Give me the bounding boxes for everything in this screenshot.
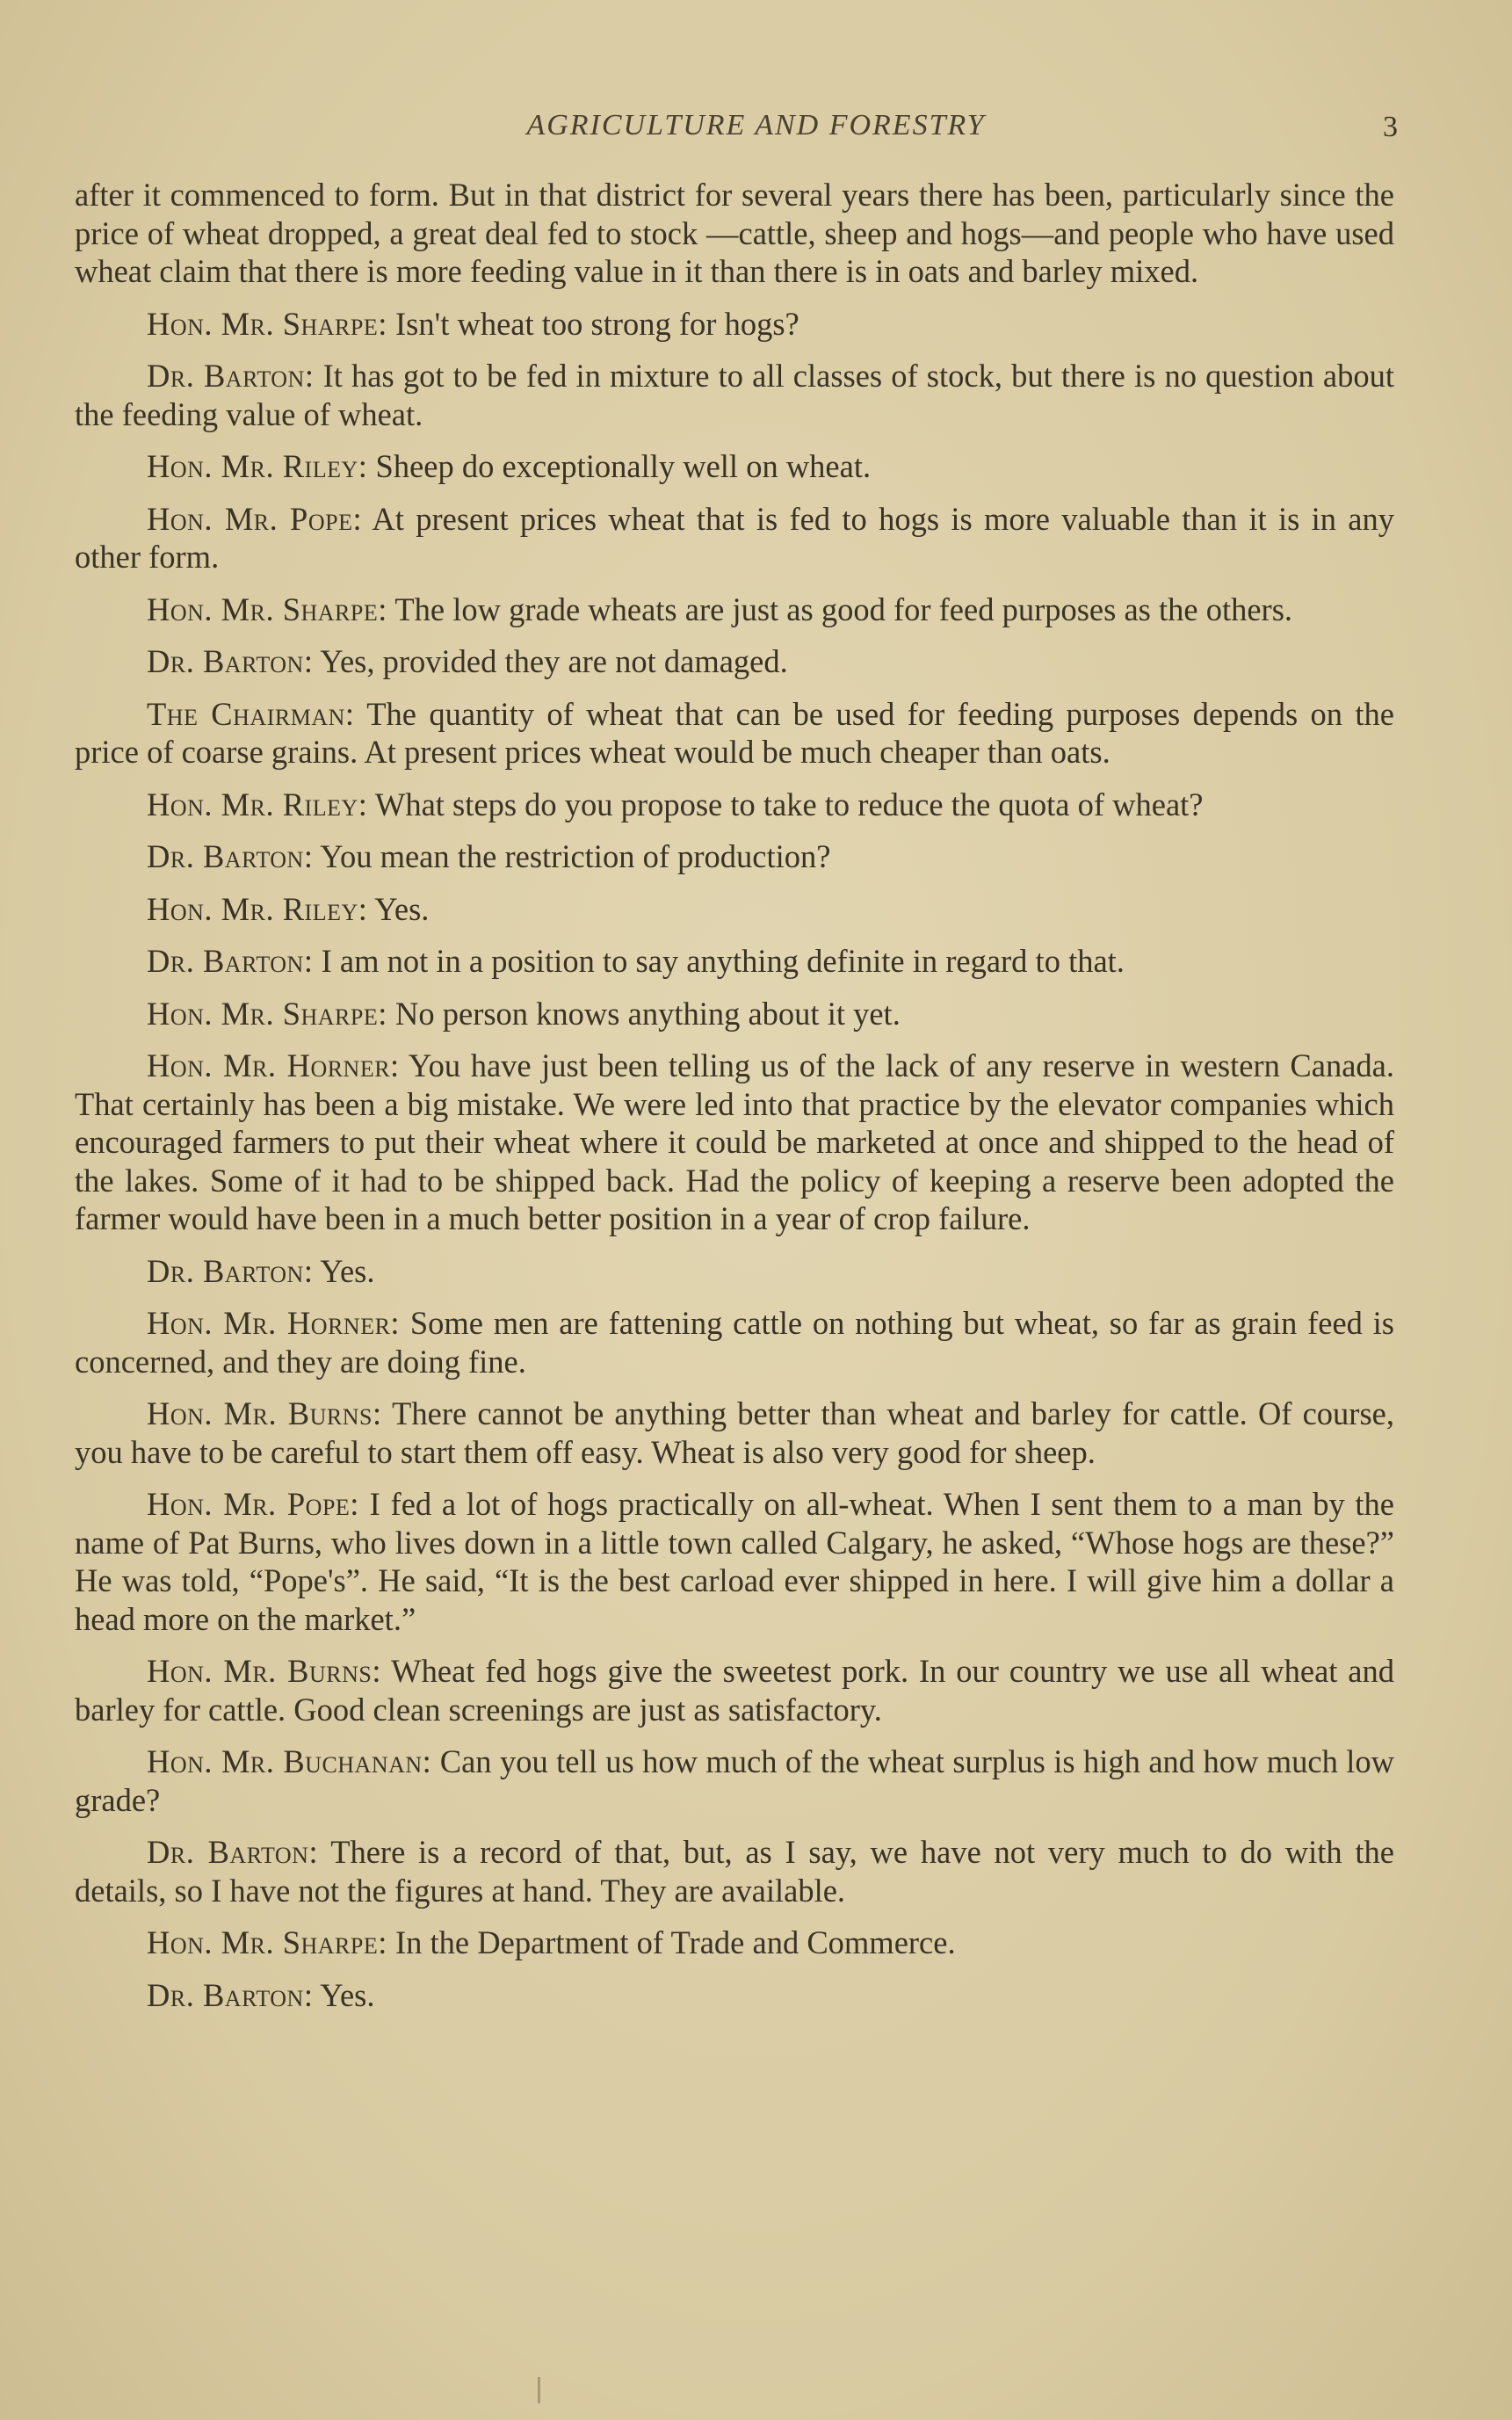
speaker-name: Hon. Mr. Pope: — [147, 1486, 359, 1522]
paragraph-text: No person knows anything about it yet. — [395, 995, 901, 1032]
paragraph — [75, 305, 1394, 344]
transcript-body — [75, 176, 1394, 2028]
speaker-name: Hon. Mr. Pope: — [147, 500, 363, 537]
speaker-name: Hon. Mr. Sharpe: — [147, 995, 387, 1032]
paragraph-text: There cannot be anything better than wheat and barley for cattle. Of course, you have to be careful to start them off easy. Wheat is also very good for sheep. — [75, 1395, 1394, 1470]
speaker-name: Hon. Mr. Riley: — [147, 786, 368, 822]
paragraph-text: Yes, provided they are not damaged. — [320, 643, 788, 679]
paragraph-text: There is a record of that, but, as I say, we have not very much to do with the details, so I have not the figures at hand. They are available. — [75, 1834, 1394, 1909]
paragraph-text: The quantity of wheat that can be used for feeding purposes depends on the price of coarse grains. At present prices wheat would be much cheaper than oats. — [75, 695, 1394, 770]
paragraph-text: Isn't wheat too strong for hogs? — [395, 305, 799, 342]
speaker-name: Hon. Mr. Burns: — [147, 1653, 381, 1689]
speaker-name: Hon. Mr. Riley: — [147, 448, 368, 484]
paragraph-text: At present prices wheat that is fed to hogs is more valuable than it is in any other form. — [75, 500, 1394, 575]
paragraph — [75, 1976, 1394, 2015]
speaker-name: Hon. Mr. Sharpe: — [147, 591, 387, 627]
speaker-name: Hon. Mr. Buchanan: — [147, 1743, 432, 1779]
paragraph — [75, 357, 1394, 433]
speaker-name: Dr. Barton: — [147, 1252, 314, 1289]
paragraph — [75, 837, 1394, 876]
speaker-name: Hon. Mr. Burns: — [147, 1395, 382, 1431]
paragraph — [75, 1743, 1394, 1819]
paragraph-text: You have just been telling us of the lack of any reserve in western Canada. That certainly has been a big mistake. We were led into that practice by the elevator companies which encouraged farmers to put their wheat where it could be marketed at once and shipped to the head of the lakes. Some of it had to be shipped back. Had the policy of keeping a reserve been adopted the farmer would have been in a much better position in a year of crop failure. — [75, 1047, 1394, 1236]
speaker-name: Hon. Mr. Sharpe: — [147, 1924, 387, 1960]
speaker-name: Dr. Barton: — [147, 358, 315, 394]
paragraph-text: Some men are fattening cattle on nothing but wheat, so far as grain feed is concerned, and they are doing fine. — [75, 1305, 1395, 1380]
paragraph — [75, 1047, 1394, 1238]
paragraph-text: It has got to be fed in mixture to all classes of stock, but there is no question about the feeding value of wheat. — [75, 358, 1394, 432]
paragraph — [75, 500, 1394, 576]
paragraph-text: I am not in a position to say anything definite in regard to that. — [321, 943, 1125, 979]
paragraph-text: You mean the restriction of production? — [320, 838, 831, 874]
paragraph-text: What steps do you propose to take to reduce the quota of wheat? — [374, 786, 1204, 822]
paragraph-text: Yes. — [374, 890, 430, 927]
speaker-name: Hon. Mr. Sharpe: — [147, 305, 387, 342]
page-number: 3 — [1383, 111, 1398, 143]
speaker-name: Hon. Mr. Horner: — [147, 1047, 400, 1083]
speaker-name: Dr. Barton: — [147, 943, 314, 979]
paragraph — [75, 1924, 1394, 1962]
paragraph — [75, 176, 1394, 291]
paragraph-text: The low grade wheats are just as good for feed purposes as the others. — [394, 591, 1293, 627]
paragraph — [75, 1833, 1394, 1909]
paragraph — [75, 447, 1394, 486]
speaker-name: Dr. Barton: — [147, 838, 314, 874]
paragraph-text: Yes. — [320, 1976, 375, 2013]
paragraph — [75, 1395, 1394, 1471]
paragraph — [75, 1304, 1394, 1380]
paragraph — [75, 1652, 1394, 1728]
page-header — [0, 104, 1512, 156]
paragraph — [75, 642, 1394, 681]
paragraph — [75, 591, 1394, 629]
paragraph-text: Yes. — [320, 1252, 375, 1289]
print-mark — [538, 2377, 540, 2403]
paragraph — [75, 995, 1394, 1033]
paragraph — [75, 890, 1394, 929]
paragraph — [75, 942, 1394, 981]
paragraph-text: I fed a lot of hogs practically on all-wheat. When I sent them to a man by the name of Pat Burns, who lives down in a little town called Calgary, he asked, “Whose hogs are these?” He was told, “Pope's”. He said, “It is the best carload ever shipped in here. I will give him a dollar a head more on the market.” — [75, 1486, 1395, 1637]
paragraph-text: Sheep do exceptionally well on wheat. — [375, 448, 872, 484]
paragraph-text: after it commenced to form. But in that district for several years there has been, particularly since the price of wheat dropped, a great deal fed to stock —cattle, sheep and hogs—and people who have used wheat claim that there is more feeding value in it than there is in oats and barley mixed. — [75, 177, 1394, 289]
paragraph-text: In the Department of Trade and Commerce. — [395, 1924, 956, 1960]
paragraph — [75, 695, 1394, 772]
paragraph-text: Can you tell us how much of the wheat surplus is high and how much low grade? — [75, 1743, 1395, 1818]
paragraph-text: Wheat fed hogs give the sweetest pork. In our country we use all wheat and barley for cattle. Good clean screenings are just as satisfactory. — [75, 1653, 1394, 1728]
speaker-name: Hon. Mr. Riley: — [147, 890, 368, 927]
paragraph — [75, 1485, 1394, 1638]
speaker-name: Dr. Barton: — [147, 643, 314, 679]
speaker-name: Dr. Barton: — [147, 1976, 314, 2013]
speaker-name: The Chairman: — [147, 695, 355, 732]
paragraph — [75, 1252, 1394, 1291]
speaker-name: Dr. Barton: — [147, 1834, 319, 1870]
running-head: AGRICULTURE AND FORESTRY — [526, 109, 986, 141]
speaker-name: Hon. Mr. Horner: — [147, 1305, 401, 1341]
paragraph — [75, 786, 1394, 824]
